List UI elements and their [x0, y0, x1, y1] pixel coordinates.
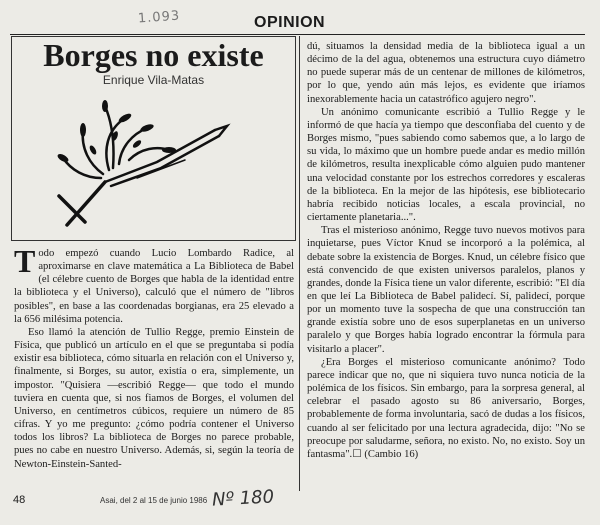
- article-column-left: [14, 243, 294, 471]
- article-paragraph-2: Eso llamó la atención de Tullio Regge, premio Einstein de Física, que publicó un artículo en el que se preguntaba si podía existir esa biblioteca, cómo situarla en relación con el Universo y, finalmente, si Borges, su autor, existía o era, simplemente, un impostor. "Quisiera —escribió Regge— que todo el mundo tuviera en cuenta que, si nos fiamos de Borges, el volumen del Universo, en centímetros cúbicos, requiere un número de 85 cifras. Y yo me pregunto: ¿cómo podría contener el Universo todos los libros? La biblioteca de Borges no parece probable, pues no cabe en nuestro Universo. Además, si, según la teoría de Newton-Einstein-Santed-: [14, 326, 294, 470]
- article-paragraph-5: Tras el misterioso anónimo, Regge tuvo nuevos motivos para inquietarse, pues Víctor Knud se incorporó a la polémica, al debate sobre la existencia de Borges. Knud, un célebre físico que está convencido de que existen universos paralelos, planos y grandes, donde la Física tiene un valor diferente, escribió: "El día en que leí La Biblioteca de Babel palidecí. Sí, palidecí, porque por un momento tuve la sospecha de que una construcción tan grande existía sobre uno de esos superplanetas en un universo paralelo y que Borges había logrado encontrar la fórmula para visitarlo a placer".: [307, 225, 585, 355]
- article-paragraph-1: [14, 243, 294, 326]
- handwritten-issue-number: Nº 180: [211, 486, 275, 511]
- article-paragraph-6: ¿Era Borges el misterioso comunicante anónimo? Todo parece indicar que no, que ni siquiera tuvo nunca noticia de la polémica de los físicos. Sin embargo, para la sorpresa general, al celebrar el pasado agosto su 86 aniversario, Borges, probablemente de forma involuntaria, sacó de dudas a los físicos, cuando al ser felicitado por una lectura agradecida, dijo: "No se preocupe por saludarme, señora, no existo. No, no existo. Soy un fantasma".☐ (Cambio 16): [307, 356, 585, 460]
- drop-cap: T: [14, 243, 36, 279]
- issue-line: Asai, del 2 al 15 de junio 1986: [100, 496, 208, 505]
- section-heading: OPINION: [254, 14, 326, 31]
- handwritten-mark-top: 1.093: [137, 8, 181, 27]
- article-title: Borges no existe: [43, 37, 264, 73]
- top-rule: [10, 34, 585, 35]
- article-column-right: [307, 40, 585, 461]
- article-paragraph-3: dú, situamos la densidad media de la biblioteca igual a un décimo de la del agua, obtenemos una estructura cuyo diámetro no puede superar más de un centenar de millones de kilómetros, por lo que, yendo aún más lejos, es evidente que iríamos inexorablemente hacia un catastrófico agujero negro".: [307, 41, 585, 105]
- column-rule: [299, 36, 300, 491]
- article-paragraph-4: Un anónimo comunicante escribió a Tullio Regge y le informó de que hacía ya tiempo que desconfiaba del cuento y de Borges mismo, "pues sabiendo como sabemos que, a lo largo de su vida, lo máximo que un hombre puede andar es medio millón de kilómetros, resulta inexplicable cómo alguien pudo mantener una velocidad constante por los estrechos corredores y escaleras de la biblioteca. En la mejor de las hipótesis, ese bibliotecario habría recibido noticias locales, a escala provincial, no ciertamente planetaria...".: [307, 106, 585, 224]
- pen-and-plant-illustration: [45, 100, 255, 235]
- paragraph-1-text: odo empezó cuando Lucio Lombardo Radice, al aproximarse en clave matemática a La Biblioteca de Babel (el célebre cuento de Borges que habla de la identidad entre la biblioteca y el Universo), calculó que el número de "libros posibles", en base a las coordenadas borgianas, era 25 elevado a la 656 milésima potencia.: [14, 248, 294, 325]
- article-author: Enrique Vila-Matas: [102, 73, 205, 87]
- page-number: 48: [13, 494, 26, 506]
- page-footer: [10, 486, 585, 514]
